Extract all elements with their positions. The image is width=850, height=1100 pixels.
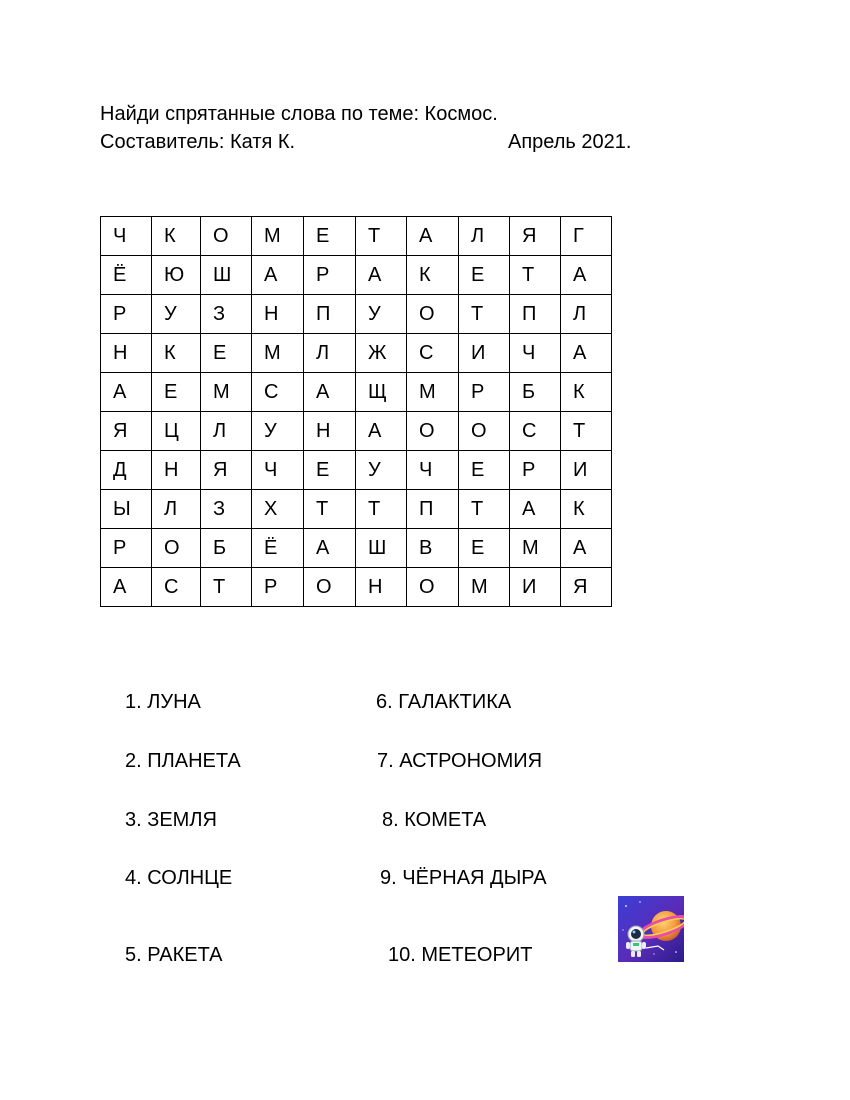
grid-cell[interactable]: У	[356, 451, 407, 490]
grid-cell[interactable]: И	[459, 334, 510, 373]
grid-cell[interactable]: Т	[459, 490, 510, 529]
grid-cell[interactable]: Р	[510, 451, 561, 490]
grid-cell[interactable]: М	[201, 373, 252, 412]
grid-cell[interactable]: Ё	[252, 529, 304, 568]
grid-cell[interactable]: Я	[201, 451, 252, 490]
author-line: Составитель: Катя К.	[100, 131, 296, 153]
grid-cell[interactable]: О	[201, 217, 252, 256]
word-item-galaktika: 6. ГАЛАКТИКА	[376, 691, 512, 713]
grid-cell[interactable]: М	[459, 568, 510, 607]
grid-cell[interactable]: Т	[459, 295, 510, 334]
grid-cell[interactable]: Я	[561, 568, 612, 607]
grid-row	[101, 217, 612, 256]
grid-cell[interactable]: Р	[252, 568, 304, 607]
grid-cell[interactable]: Ч	[510, 334, 561, 373]
grid-cell[interactable]: С	[252, 373, 304, 412]
grid-cell[interactable]: А	[252, 256, 304, 295]
grid-cell[interactable]: У	[252, 412, 304, 451]
word-search-grid	[100, 216, 612, 607]
grid-cell[interactable]: Т	[561, 412, 612, 451]
grid-cell[interactable]: С	[510, 412, 561, 451]
grid-cell[interactable]: Е	[459, 529, 510, 568]
grid-cell[interactable]: М	[252, 334, 304, 373]
grid-cell[interactable]: А	[407, 217, 459, 256]
grid-cell[interactable]: Р	[101, 529, 152, 568]
grid-cell[interactable]: Е	[201, 334, 252, 373]
grid-cell[interactable]: И	[510, 568, 561, 607]
word-item-kometa: 8. КОМЕТА	[382, 809, 487, 831]
grid-cell[interactable]: Ж	[356, 334, 407, 373]
grid-cell[interactable]: О	[152, 529, 201, 568]
space-astronaut-illustration	[618, 896, 684, 962]
grid-row	[101, 451, 612, 490]
grid-cell[interactable]: Е	[304, 451, 356, 490]
grid-cell[interactable]: А	[304, 373, 356, 412]
grid-cell[interactable]: У	[152, 295, 201, 334]
grid-cell[interactable]: Д	[101, 451, 152, 490]
grid-cell[interactable]: Л	[201, 412, 252, 451]
grid-cell[interactable]: А	[561, 529, 612, 568]
word-item-luna: 1. ЛУНА	[125, 691, 201, 713]
grid-cell[interactable]: Я	[510, 217, 561, 256]
grid-cell[interactable]: Е	[459, 256, 510, 295]
grid-cell[interactable]: К	[561, 490, 612, 529]
grid-cell[interactable]: Е	[304, 217, 356, 256]
grid-row	[101, 295, 612, 334]
grid-row	[101, 568, 612, 607]
grid-cell[interactable]: Т	[304, 490, 356, 529]
grid-cell[interactable]: А	[101, 568, 152, 607]
word-item-zemlya: 3. ЗЕМЛЯ	[125, 809, 217, 831]
worksheet-title: Найди спрятанные слова по теме: Космос.	[100, 103, 498, 125]
grid-cell[interactable]: М	[510, 529, 561, 568]
date-text: Апрель 2021.	[508, 131, 632, 153]
grid-cell[interactable]: Л	[304, 334, 356, 373]
grid-cell[interactable]: Т	[356, 490, 407, 529]
grid-cell[interactable]: Ц	[152, 412, 201, 451]
grid-row	[101, 529, 612, 568]
grid-cell[interactable]: М	[407, 373, 459, 412]
grid-cell[interactable]: Е	[152, 373, 201, 412]
grid-cell[interactable]: В	[407, 529, 459, 568]
grid-cell[interactable]: Т	[510, 256, 561, 295]
word-item-meteorit: 10. МЕТЕОРИТ	[388, 944, 533, 966]
grid-row	[101, 373, 612, 412]
grid-row	[101, 256, 612, 295]
grid-cell[interactable]: А	[304, 529, 356, 568]
grid-cell[interactable]: Ш	[201, 256, 252, 295]
grid-cell[interactable]: А	[356, 412, 407, 451]
grid-cell[interactable]: Ё	[101, 256, 152, 295]
grid-cell[interactable]: Т	[201, 568, 252, 607]
grid-cell[interactable]: Н	[152, 451, 201, 490]
grid-cell[interactable]: О	[407, 412, 459, 451]
grid-cell[interactable]: Б	[201, 529, 252, 568]
grid-cell[interactable]: О	[459, 412, 510, 451]
grid-cell[interactable]: Б	[510, 373, 561, 412]
grid-cell[interactable]: З	[201, 295, 252, 334]
grid-cell[interactable]: А	[510, 490, 561, 529]
grid-cell[interactable]: П	[407, 490, 459, 529]
grid-cell[interactable]: Н	[304, 412, 356, 451]
grid-cell[interactable]: Щ	[356, 373, 407, 412]
grid-cell[interactable]: К	[152, 334, 201, 373]
grid-cell[interactable]: О	[407, 295, 459, 334]
grid-cell[interactable]: Н	[252, 295, 304, 334]
grid-cell[interactable]: С	[407, 334, 459, 373]
grid-cell[interactable]: И	[561, 451, 612, 490]
grid-cell[interactable]: П	[304, 295, 356, 334]
grid-cell[interactable]: С	[152, 568, 201, 607]
space-illustration-icon	[618, 896, 684, 962]
grid-cell[interactable]: Ю	[152, 256, 201, 295]
grid-cell[interactable]: Ч	[407, 451, 459, 490]
grid-cell[interactable]: Г	[561, 217, 612, 256]
grid-cell[interactable]: Р	[459, 373, 510, 412]
grid-cell[interactable]: А	[561, 334, 612, 373]
word-item-solntse: 4. СОЛНЦЕ	[125, 867, 233, 889]
grid-cell[interactable]: Я	[101, 412, 152, 451]
grid-cell[interactable]: К	[407, 256, 459, 295]
grid-cell[interactable]: Ч	[252, 451, 304, 490]
grid-cell[interactable]: Т	[356, 217, 407, 256]
grid-cell[interactable]: П	[510, 295, 561, 334]
grid-cell[interactable]: О	[407, 568, 459, 607]
word-item-astronomiya: 7. АСТРОНОМИЯ	[377, 750, 543, 772]
grid-cell[interactable]: Н	[101, 334, 152, 373]
grid-cell[interactable]: К	[152, 217, 201, 256]
grid-cell[interactable]: З	[201, 490, 252, 529]
grid-cell[interactable]: Х	[252, 490, 304, 529]
grid-cell[interactable]: К	[561, 373, 612, 412]
grid-cell[interactable]: Л	[459, 217, 510, 256]
grid-cell[interactable]: А	[101, 373, 152, 412]
grid-row	[101, 490, 612, 529]
grid-cell[interactable]: Л	[152, 490, 201, 529]
grid-cell[interactable]: Р	[304, 256, 356, 295]
word-item-planeta: 2. ПЛАНЕТА	[125, 750, 241, 772]
grid-cell[interactable]: Ы	[101, 490, 152, 529]
grid-cell[interactable]: А	[356, 256, 407, 295]
grid-cell[interactable]: А	[561, 256, 612, 295]
grid-row	[101, 412, 612, 451]
grid-cell[interactable]: Л	[561, 295, 612, 334]
grid-cell[interactable]: Ш	[356, 529, 407, 568]
grid-cell[interactable]: О	[304, 568, 356, 607]
grid-cell[interactable]: М	[252, 217, 304, 256]
grid-row	[101, 334, 612, 373]
grid-cell[interactable]: Н	[356, 568, 407, 607]
grid-cell[interactable]: Ч	[101, 217, 152, 256]
word-item-raketa: 5. РАКЕТА	[125, 944, 223, 966]
grid-cell[interactable]: У	[356, 295, 407, 334]
grid-cell[interactable]: Р	[101, 295, 152, 334]
word-item-chernaya-dyra: 9. ЧЁРНАЯ ДЫРА	[380, 867, 547, 889]
grid-cell[interactable]: Е	[459, 451, 510, 490]
